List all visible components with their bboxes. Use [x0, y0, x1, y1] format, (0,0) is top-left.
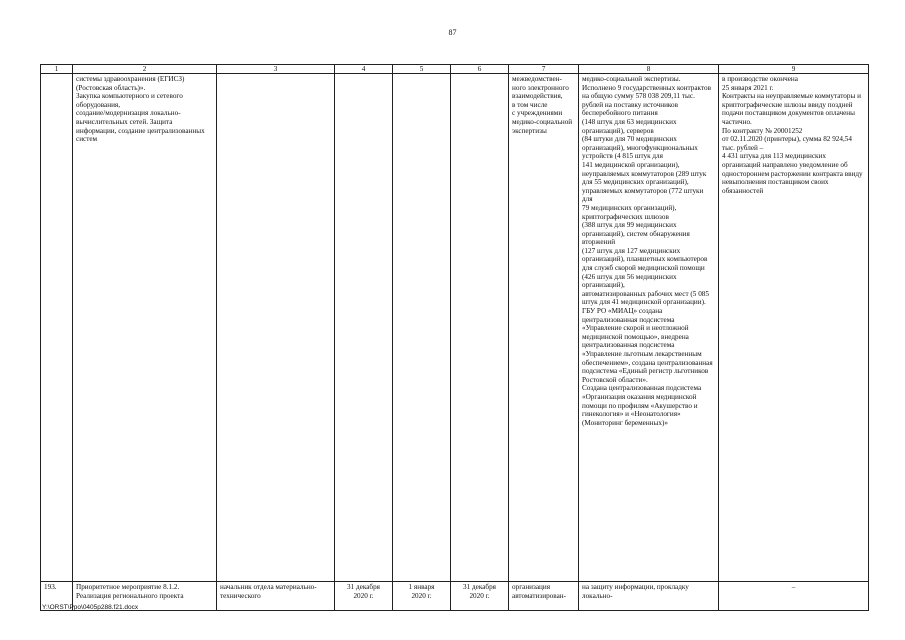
header-cell: 6	[451, 65, 509, 74]
header-row	[41, 65, 869, 74]
cell-date-planned	[335, 74, 393, 582]
cell-measure: системы здравоохранения (ЕГИСЗ) (Ростовская область)». Закупка компьютерного и сетевого оборудования, создание/модернизация локально-вычислительных сетей. Защита информации, создание централизованных систем	[73, 74, 217, 582]
cell-responsible: начальник отдела материально-технического	[217, 582, 335, 611]
header-cell: 8	[579, 65, 719, 74]
cell-result: организация автоматизирован-	[509, 582, 579, 611]
header-cell: 9	[719, 65, 869, 74]
cell-result: межведомствен-ного электронного взаимодействия, в том числе с учреждениями медико-социальной экспертизы	[509, 74, 579, 582]
measures-table	[40, 64, 869, 611]
cell-date-planned: 31 декабря 2020 г.	[335, 582, 393, 611]
cell-measure: Приоритетное мероприятие 8.1.2. Реализация регионального проекта	[73, 582, 217, 611]
cell-execution: на защиту информации, прокладку локально-	[579, 582, 719, 611]
cell-number	[41, 74, 73, 582]
cell-date-end	[451, 74, 509, 582]
table-row-193	[41, 582, 869, 611]
header-cell: 1	[41, 65, 73, 74]
cell-number: 193.	[41, 582, 73, 611]
cell-responsible	[217, 74, 335, 582]
cell-notes: –	[719, 582, 869, 611]
header-cell: 5	[393, 65, 451, 74]
header-cell: 4	[335, 65, 393, 74]
cell-execution: медико-социальной экспертизы. Исполнено 9 государственных контрактов на общую сумму 578 038 209,11 тыс. рублей на поставку источников бесперебойного питания (148 штук для 63 медицинских организаций), серверов (84 штуки для 70 медицинских организаций), многофункциональных устройств (4 815 штук для 141 медицинской организации), неуправляемых коммутаторов (289 штук для 55 медицинских организаций), управляемых коммутаторов (772 штуки для 79 медицинских организаций), криптографических шлюзов (388 штук для 99 медицинских организаций), систем обнаружения вторжений (127 штук для 127 медицинских организаций), планшетных компьютеров для служб скорой медицинской помощи (426 штук для 56 медицинских организаций), автоматизированных рабочих мест (5 085 штук для 41 медицинской организации). ГБУ РО «МИАЦ» создана централизованная подсистема «Управление скорой и неотложной медицинской помощью», внедрена централизованная подсистема «Управление льготным лекарственным обеспечением», создана централизованная подсистема «Единый регистр льготников Ростовской области». Создана централизованная подсистема «Организация оказания медицинской помощи по профилям «Акушерство и гинекология» и «Неонатология» (Мониторинг беременных)»	[579, 74, 719, 582]
file-path-footer: Y:\ORST\Ppo\0405p288.f21.docx	[42, 604, 139, 611]
page-number: 87	[448, 28, 457, 37]
header-cell: 2	[73, 65, 217, 74]
cell-date-end: 31 декабря 2020 г.	[451, 582, 509, 611]
cell-date-start: 1 января 2020 г.	[393, 582, 451, 611]
table-row-continued	[41, 74, 869, 582]
header-cell: 7	[509, 65, 579, 74]
header-cell: 3	[217, 65, 335, 74]
cell-date-start	[393, 74, 451, 582]
cell-notes: в производстве окончена 25 января 2021 г. Контракты на неуправляемые коммутаторы и криптографические шлюзы ввиду поздней подачи поставщиком документов оплачены частично. По контракту № 20001252 от 02.11.2020 (принтеры), сумма 82 924,54 тыс. рублей – 4 431 штука для 113 медицинских организаций направлено уведомление об одностороннем расторжении контракта ввиду невыполнения поставщиком своих обязанностей	[719, 74, 869, 582]
